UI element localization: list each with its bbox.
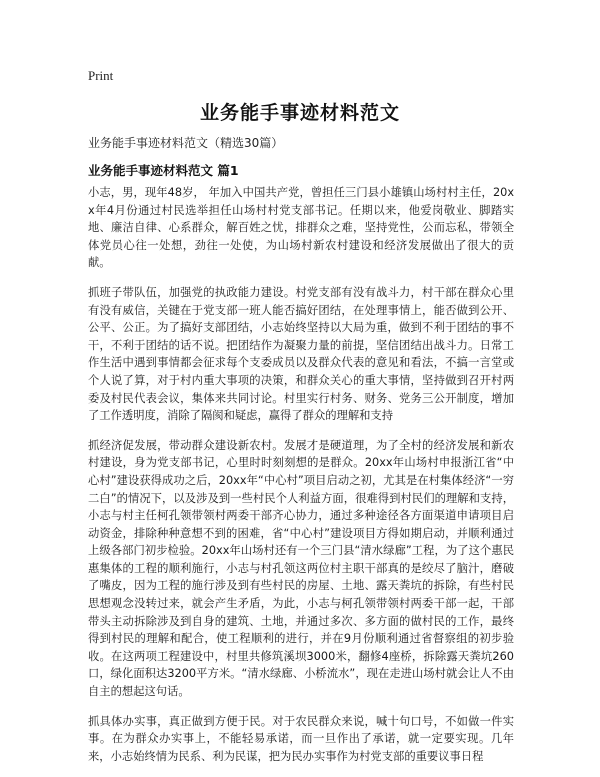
print-label: Print (88, 68, 114, 83)
body-paragraph-1: 小志，男，现年48岁， 年加入中国共产党，曾担任三门县小雄镇山场村村主任，20xx年4月份通过村民选举担任山场村村党支部书记。任期以来，他爱岗敬业、脚踏实地、廉洁自律、心系群众，解百姓之忧，排群众之难，坚持党性，公而忘私，带领全体党员心往一处想，劲往一处使，为山场村新农村建设和经济发展做出了很大的贡献。 (88, 186, 514, 270)
document-body (88, 184, 514, 777)
body-paragraph-2: 抓班子带队伍，加强党的执政能力建设。村党支部有没有战斗力，村干部在群众心里有没有威信，关键在于党支部一班人能否搞好团结，在处理事情上，能否做到公开、公平、公正。为了搞好支部团结，小志始终坚持以大局为重，做到不利于团结的事不干，不利于团结的话不说。把团结作为凝聚力量的前提，坚信团结出战斗力。日常工作生活中遇到事情都会征求每个支委成员以及群众代表的意见和看法，不搞一言堂或个人说了算，对于村内重大事项的决策，和群众关心的重大事情，坚持做到召开村两委及村民代表会议，集体来共同讨论。村里实行村务、财务、党务三公开制度，增加了工作透明度，消除了隔阂和疑虑，赢得了群众的理解和支持 (88, 285, 514, 423)
body-paragraph-3: 抓经济促发展，带动群众建设新农村。发展才是硬道理，为了全村的经济发展和新农村建设，身为党支部书记，心里时时刻刻想的是群众。20xx年山场村申报浙江省“中心村”建设获得成功之后，20xx年“中心村”项目启动之初，尤其是在村集体经济“一穷二白”的情况下，以及涉及到一些村民个人利益方面，很难得到村民们的理解和支持，小志与村主任柯孔领带领村两委干部齐心协力，通过多种途径各方面渠道申请项目启动资金，排除种种意想不到的困难，省“中心村”建设项目方得如期启动，并顺利通过上级各部门初步检验。20xx年山场村还有一个三门县“清水绿廊”工程，为了这个惠民惠集体的工程的顺利施行，小志与村孔领这两位村主职干部真的是绞尽了脑汁，磨破了嘴皮，因为工程的施行涉及到有些村民的房屋、土地、露天粪坑的拆除，有些村民思想观念没转过来，就会产生矛盾，为此，小志与柯孔领带领村两委干部一起，干部带头主动拆除涉及到自身的建筑、土地，并通过多次、多方面的做村民的工作，最终得到村民的理解和配合，使工程顺利的进行，并在9月份顺利通过省督察组的初步验收。在这两项工程建设中，村里共修筑溪坝3000米，翻修4座桥，拆除露天粪坑260 口，绿化面积达3200平方米。“清水绿廊、小桥流水”，现在走进山场村就会让人不由自主的想起这句话。 (88, 438, 514, 699)
section-heading: 业务能手事迹材料范文 篇1 (88, 163, 239, 178)
body-paragraph-4: 抓具体办实事，真正做到方便于民。对于农民群众来说，喊十句口号，不如做一件实事。在为群众办实事上，不能轻易承诺，而一旦作出了承诺，就一定要实现。几年来，小志始终情为民系、利为民谋，把为民办实事作为村党支部的重要议事日程 (88, 714, 514, 763)
document-title: 业务能手事迹材料范文 (199, 102, 400, 124)
document-subtitle: 业务能手事迹材料范文（精选30篇） (88, 136, 284, 150)
